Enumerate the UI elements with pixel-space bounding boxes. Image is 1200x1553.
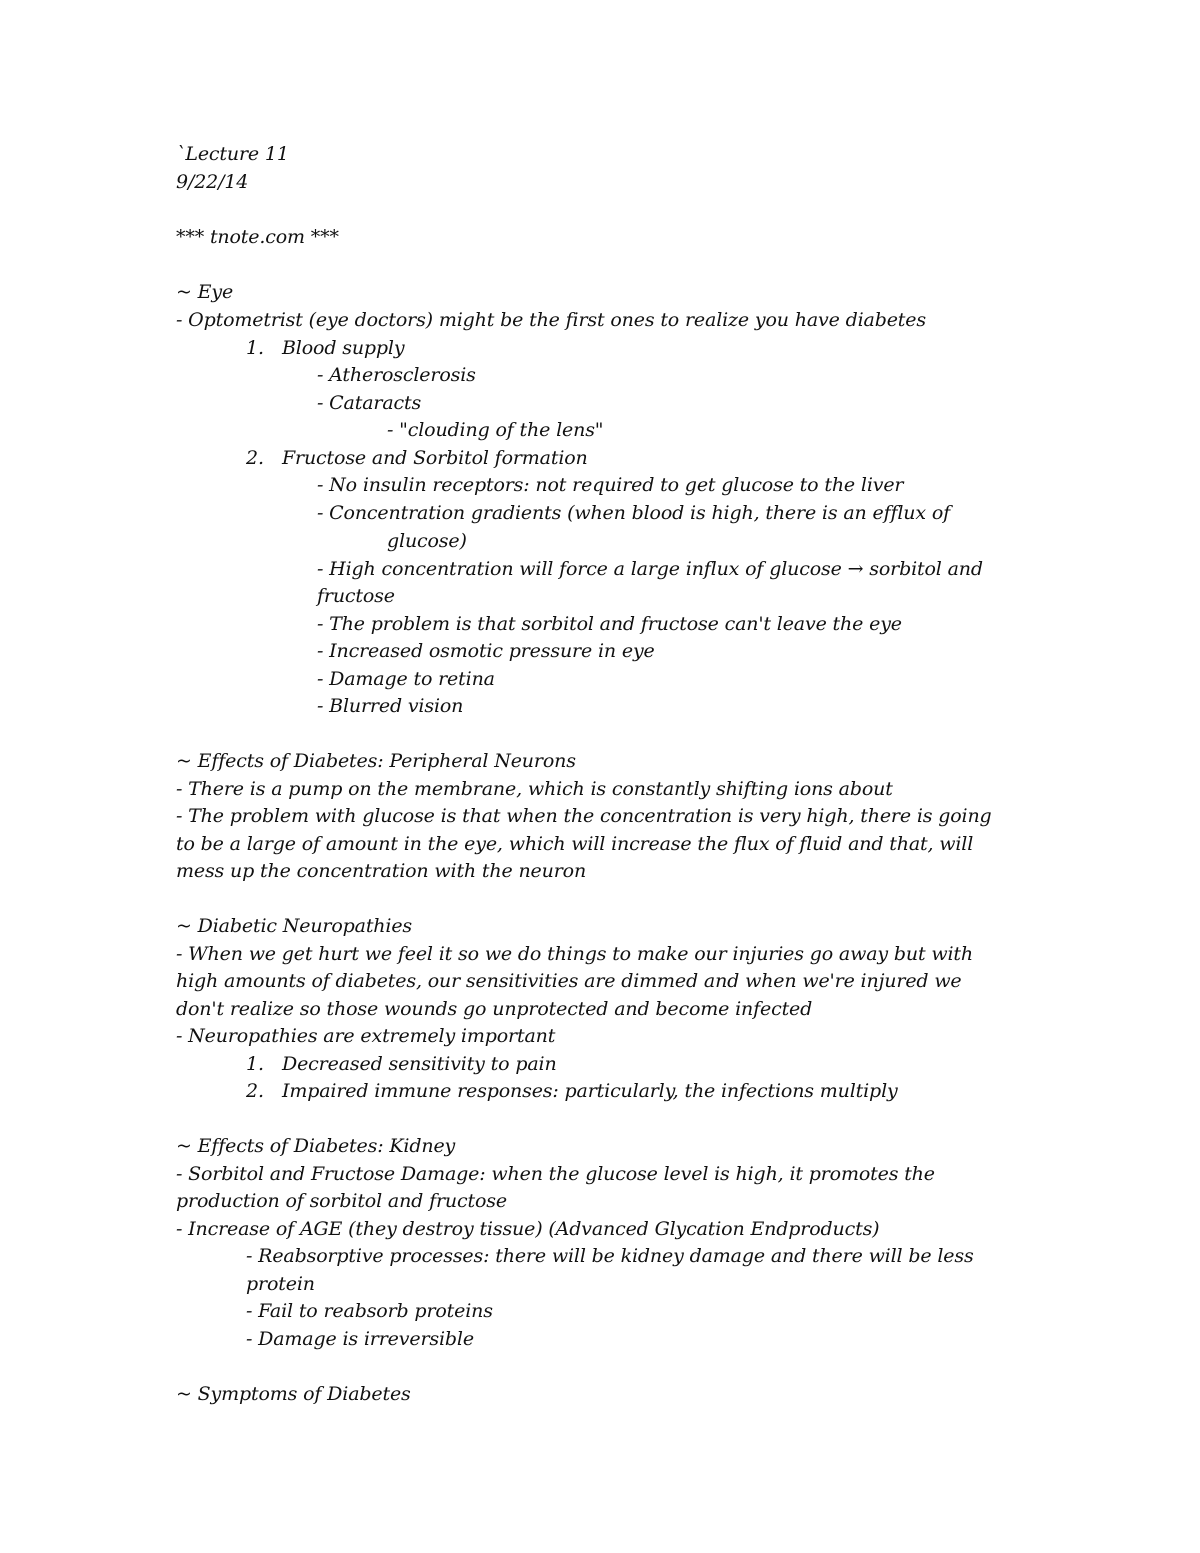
- lecture-date: 9/22/14: [176, 171, 249, 193]
- paragraph-line: - Neuropathies are extremely important: [176, 1025, 556, 1047]
- list-number: 2.: [246, 447, 264, 469]
- list-item: Decreased sensitivity to pain: [282, 1053, 557, 1075]
- paragraph-line: - When we get hurt we feel it so we do things to make our injuries go away but with: [176, 943, 973, 965]
- sub-item-continuation: glucose): [387, 530, 467, 552]
- paragraph-line: don't realize so those wounds go unprotected and become infected: [176, 998, 813, 1020]
- list-number: 1.: [246, 337, 264, 359]
- section-heading-kidney: ~ Effects of Diabetes: Kidney: [176, 1135, 456, 1157]
- paragraph-line: high amounts of diabetes, our sensitivities are dimmed and when we're injured we: [176, 970, 962, 992]
- sub-item: - Increased osmotic pressure in eye: [317, 640, 655, 662]
- paragraph-line: mess up the concentration with the neuron: [176, 860, 587, 882]
- lecture-title: `Lecture 11: [176, 143, 289, 165]
- watermark-text: *** tnote.com ***: [176, 226, 339, 248]
- paragraph-line: production of sorbitol and fructose: [176, 1190, 507, 1212]
- paragraph-line: - The problem with glucose is that when the concentration is very high, there is going: [176, 805, 992, 827]
- sub-item: - Damage to retina: [317, 668, 495, 690]
- section-heading-eye: ~ Eye: [176, 281, 234, 303]
- sub-item: - The problem is that sorbitol and fructose can't leave the eye: [317, 613, 902, 635]
- sub-item: - Fail to reabsorb proteins: [246, 1300, 493, 1322]
- paragraph-line: - Increase of AGE (they destroy tissue) (Advanced Glycation Endproducts): [176, 1218, 880, 1240]
- list-number: 1.: [246, 1053, 264, 1075]
- sub-item: - Damage is irreversible: [246, 1328, 474, 1350]
- section-heading-neuropathies: ~ Diabetic Neuropathies: [176, 915, 413, 937]
- sub-item: - No insulin receptors: not required to get glucose to the liver: [317, 474, 904, 496]
- sub-item-continuation: fructose: [317, 585, 395, 607]
- sub-sub-item: - "clouding of the lens": [387, 419, 604, 441]
- section-heading-peripheral-neurons: ~ Effects of Diabetes: Peripheral Neurons: [176, 750, 576, 772]
- paragraph-line: to be a large of amount in the eye, which will increase the flux of fluid and that, will: [176, 833, 974, 855]
- sub-item: - Cataracts: [317, 392, 422, 414]
- eye-intro-line: - Optometrist (eye doctors) might be the first ones to realize you have diabetes: [176, 309, 926, 331]
- paragraph-line: - Sorbitol and Fructose Damage: when the glucose level is high, it promotes the: [176, 1163, 935, 1185]
- sub-item-continuation: protein: [246, 1273, 315, 1295]
- sub-item: - Concentration gradients (when blood is high, there is an efflux of: [317, 502, 950, 524]
- list-item-fructose-sorbitol: Fructose and Sorbitol formation: [282, 447, 588, 469]
- list-item: Impaired immune responses: particularly, the infections multiply: [282, 1080, 898, 1102]
- section-heading-symptoms: ~ Symptoms of Diabetes: [176, 1383, 411, 1405]
- sub-item: - Reabsorptive processes: there will be kidney damage and there will be less: [246, 1245, 974, 1267]
- sub-item: - Atherosclerosis: [317, 364, 476, 386]
- list-item-blood-supply: Blood supply: [282, 337, 405, 359]
- sub-item: - Blurred vision: [317, 695, 464, 717]
- list-number: 2.: [246, 1080, 264, 1102]
- paragraph-line: - There is a pump on the membrane, which is constantly shifting ions about: [176, 778, 893, 800]
- sub-item: - High concentration will force a large influx of glucose → sorbitol and: [317, 558, 983, 580]
